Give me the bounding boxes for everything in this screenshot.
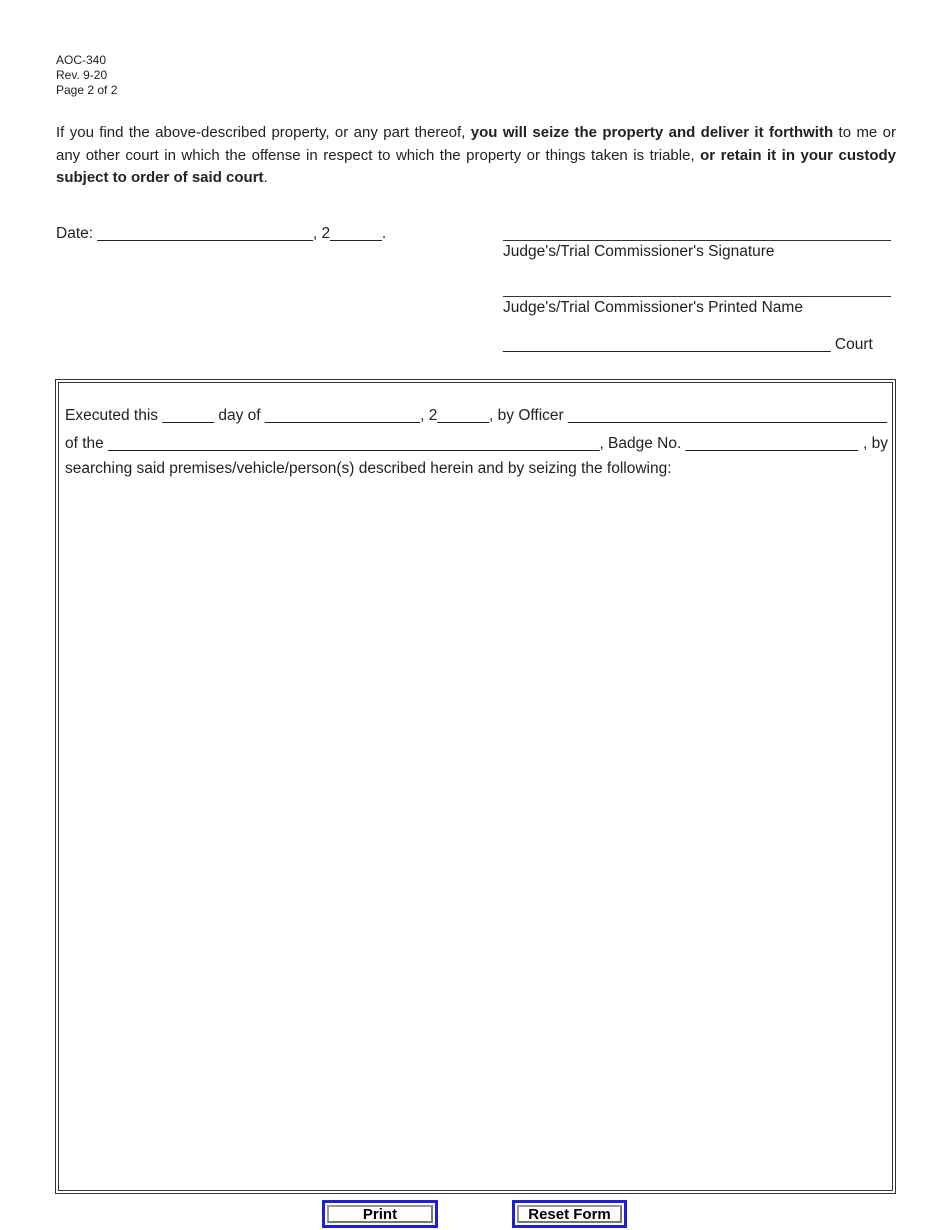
print-button-label: Print (327, 1205, 433, 1223)
court-label: Court (830, 336, 873, 353)
form-number: AOC-340 (56, 53, 107, 67)
date-day-field[interactable]: _________________________ (97, 225, 313, 242)
reset-form-button[interactable] (512, 1200, 627, 1228)
paragraph-text-1: If you find the above-described property, or any part thereof, (56, 124, 471, 141)
date-end: . (381, 225, 387, 242)
printed-name-line[interactable] (503, 296, 891, 297)
date-label: Date: (56, 225, 94, 242)
page-indicator: Page 2 of 2 (56, 83, 118, 97)
court-field[interactable]: ______________________________________ (503, 336, 831, 353)
printed-name-label: Judge's/Trial Commissioner's Printed Name (503, 299, 803, 316)
paragraph-bold-2: or retain it in your custody subject to order of said court (56, 146, 896, 186)
instruction-paragraph (56, 122, 896, 190)
date-separator: , 2 (312, 225, 331, 242)
reset-form-button-label: Reset Form (517, 1205, 622, 1223)
execution-line-3: searching said premises/vehicle/person(s) described herein and by seizing the following: (65, 460, 672, 477)
date-line (56, 225, 386, 243)
execution-box (55, 379, 896, 1194)
date-year-field[interactable]: ______ (330, 225, 382, 242)
signature-label: Judge's/Trial Commissioner's Signature (503, 243, 775, 260)
execution-line-2[interactable]: of the _________________________________________________________, Badge No. ____________________ (65, 435, 859, 452)
paragraph-bold-1: you will seize the property and deliver it forthwith (470, 124, 834, 141)
court-line (503, 336, 873, 354)
print-button[interactable] (322, 1200, 438, 1228)
seized-items-area[interactable] (65, 487, 886, 1184)
signature-line[interactable] (503, 240, 891, 241)
execution-line-1[interactable]: Executed this ______ day of __________________, 2______, by Officer _____________________________________ (65, 407, 887, 424)
paragraph-text-2: to me or any other court in which the offense in respect to which the property or things taken is triable, (56, 124, 897, 164)
execution-line-2-end: , by (863, 435, 888, 452)
form-revision: Rev. 9-20 (56, 68, 108, 82)
paragraph-text-3: . (263, 169, 268, 186)
